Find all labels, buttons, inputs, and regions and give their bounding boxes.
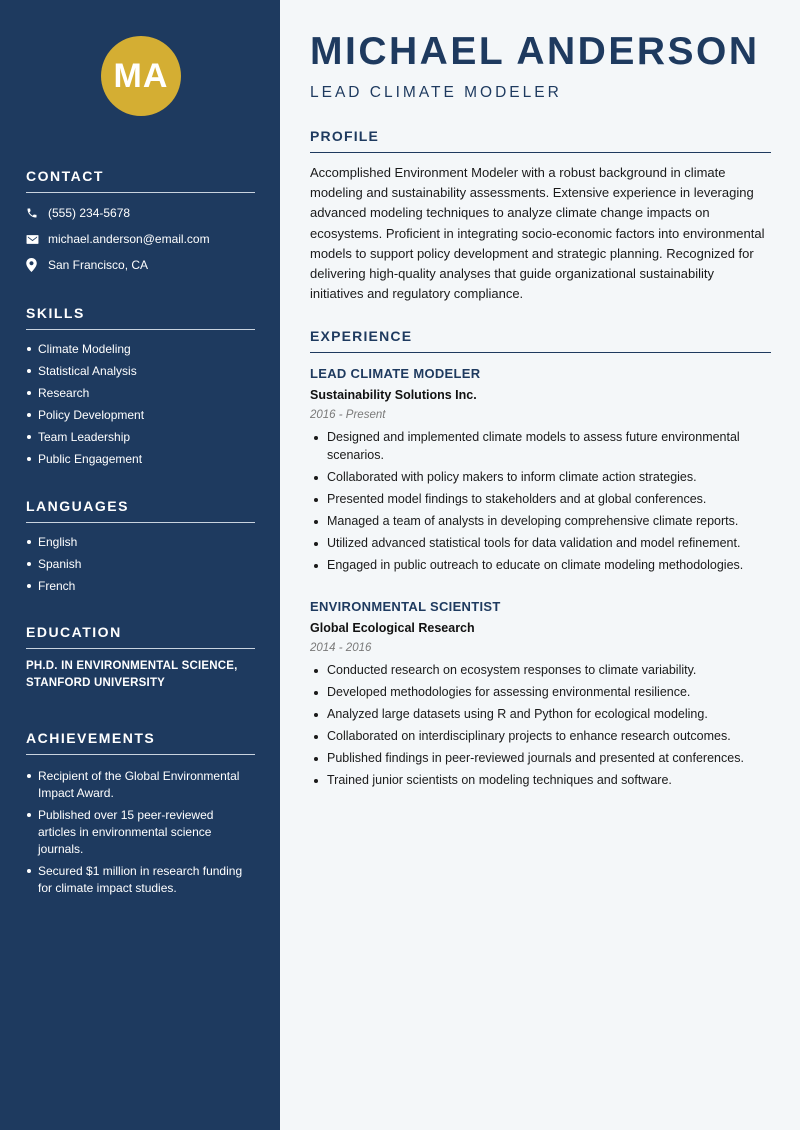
profile-text: Accomplished Environment Modeler with a robust background in climate modeling and sustainability assessments. Extensive experience in leveraging advanced modeling techniques to analyze climate change impacts on ecosystems. Proficient in integrating socio-economic factors into environmental models to support policy development and strategic planning. Recognized for delivering high-quality analyses that guide organizational sustainability initiatives and regulatory compliance. [310,165,765,302]
skill-item: Policy Development [26,407,255,423]
education-degree [26,658,255,692]
location-pin-icon [26,258,48,272]
job-bullet: Presented model findings to stakeholders and at global conferences. [310,491,771,509]
contact-section [26,168,255,278]
languages-section [26,498,255,600]
education-section [26,624,255,692]
skills-section [26,305,255,473]
language-item: English [26,534,255,550]
job-bullets [310,662,771,790]
job-bullet: Conducted research on ecosystem responses to climate variability. [310,662,771,680]
job-bullet: Developed methodologies for assessing environmental resilience. [310,684,771,702]
languages-list [26,534,255,594]
phone-text: (555) 234-5678 [48,206,131,220]
phone-icon [26,207,48,219]
job-bullet: Designed and implemented climate models to assess future environmental scenarios. [310,429,771,464]
skills-heading: SKILLS [26,305,255,330]
contact-heading: CONTACT [26,168,255,193]
achievements-list [26,768,246,897]
degree-line-2: STANFORD UNIVERSITY [26,677,166,689]
job-dates: 2016 - Present [310,409,386,421]
job-company: Global Ecological Research [310,621,475,635]
skill-item: Public Engagement [26,451,255,467]
education-heading: EDUCATION [26,624,255,649]
job-bullet: Analyzed large datasets using R and Python for ecological modeling. [310,706,771,724]
language-item: Spanish [26,556,255,572]
job-entry [310,599,771,794]
job-bullet: Trained junior scientists on modeling techniques and software. [310,772,771,790]
job-bullet: Utilized advanced statistical tools for data validation and model refinement. [310,535,771,553]
contact-location [26,252,255,278]
achievement-item: Recipient of the Global Environmental Impact Award. [26,768,246,802]
skill-item: Statistical Analysis [26,363,255,379]
profile-section [310,128,771,304]
experience-heading: EXPERIENCE [310,328,771,353]
sidebar [0,0,280,1130]
skill-item: Climate Modeling [26,341,255,357]
job-bullet: Collaborated with policy makers to inform climate action strategies. [310,469,771,487]
main-content [280,0,800,1130]
skills-list [26,341,255,467]
candidate-title: LEAD CLIMATE MODELER [310,84,562,101]
skill-item: Team Leadership [26,429,255,445]
languages-heading: LANGUAGES [26,498,255,523]
job-company: Sustainability Solutions Inc. [310,388,477,402]
degree-line-1: PH.D. IN ENVIRONMENTAL SCIENCE, [26,660,238,672]
email-icon [26,234,48,245]
avatar-initials: MA [101,36,181,116]
job-title: LEAD CLIMATE MODELER [310,366,481,381]
job-dates: 2014 - 2016 [310,642,372,654]
contact-email [26,226,255,252]
job-bullet: Engaged in public outreach to educate on climate modeling methodologies. [310,557,771,575]
job-entry [310,366,771,579]
email-text: michael.anderson@email.com [48,232,210,246]
job-title: ENVIRONMENTAL SCIENTIST [310,599,501,614]
profile-heading: PROFILE [310,128,771,153]
achievements-heading: ACHIEVEMENTS [26,730,255,755]
job-bullet: Published findings in peer-reviewed journals and presented at conferences. [310,750,771,768]
job-bullet: Managed a team of analysts in developing comprehensive climate reports. [310,513,771,531]
skill-item: Research [26,385,255,401]
location-text: San Francisco, CA [48,258,149,272]
contact-phone [26,200,255,226]
achievement-item: Secured $1 million in research funding for climate impact studies. [26,863,246,897]
language-item: French [26,578,255,594]
achievements-section [26,730,255,902]
job-bullet: Collaborated on interdisciplinary projects to enhance research outcomes. [310,728,771,746]
achievement-item: Published over 15 peer-reviewed articles in environmental science journals. [26,807,246,858]
job-bullets [310,429,771,574]
candidate-name: MICHAEL ANDERSON [310,30,760,73]
experience-section [310,328,771,353]
